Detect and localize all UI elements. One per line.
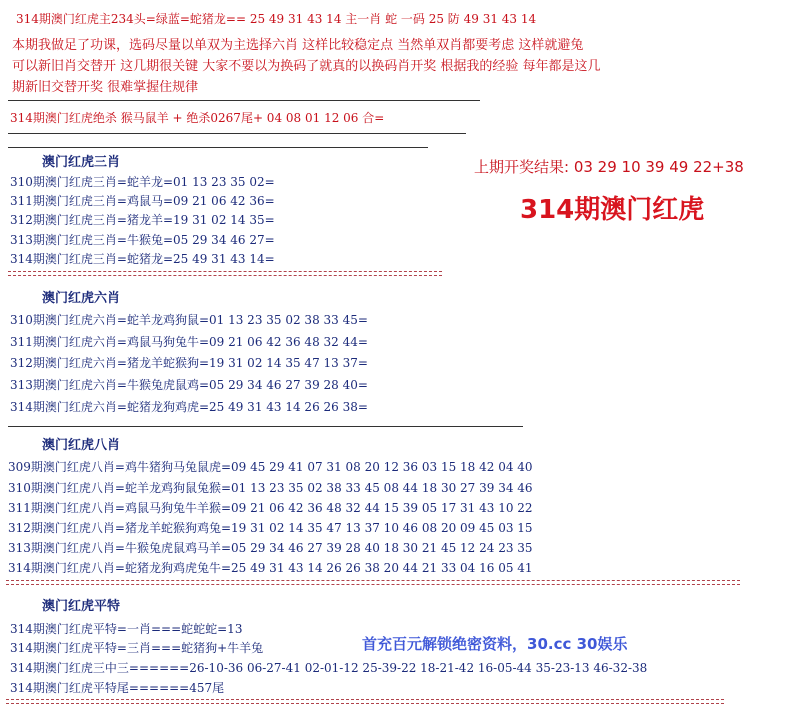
intro-line-1: 本期我做足了功课，选码尽量以单双为主选择六肖 这样比较稳定点 当然单双肖都要考虑 这样就避兔 [12, 38, 584, 53]
list-item: 310期澳门红虎六肖=蛇羊龙鸡狗鼠=01 13 23 35 02 38 33 45= [10, 313, 368, 327]
section-title-three: 澳门红虎三肖 [42, 155, 121, 170]
section-title-eight: 澳门红虎八肖 [42, 438, 121, 453]
list-item: 314期澳门红虎平特=三肖===蛇猪狗+牛羊兔 [10, 641, 264, 655]
list-item: 312期澳门红虎六肖=猪龙羊蛇猴狗=19 31 02 14 35 47 13 37= [10, 356, 368, 370]
intro-line-2: 可以新旧肖交替开 这几期很关键 大家不要以为换码了就真的以换码肖开奖 根据我的经验 每年都是这几 [12, 59, 601, 74]
list-item: 314期澳门红虎八肖=蛇猪龙狗鸡虎兔牛=25 49 31 43 14 26 26 38 20 44 21 33 04 16 05 41 [8, 561, 533, 575]
top-summary-line: 314期澳门红虎主234头=绿蓝=蛇猪龙== 25 49 31 43 14 主一肖 蛇 一码 25 防 49 31 43 14 [16, 12, 537, 26]
list-item: 314期澳门红虎三肖=蛇猪龙=25 49 31 43 14= [10, 252, 275, 266]
list-item: 314期澳门红虎平特=一肖===蛇蛇蛇=13 [10, 622, 243, 636]
double-divider [8, 271, 442, 276]
list-item: 314期澳门红虎平特尾======457尾 [10, 681, 225, 695]
list-item: 312期澳门红虎八肖=猪龙羊蛇猴狗鸡兔=19 31 02 14 35 47 13 37 10 46 08 20 09 45 03 15 [8, 521, 533, 535]
list-item: 313期澳门红虎六肖=牛猴兔虎鼠鸡=05 29 34 46 27 39 28 40= [10, 378, 368, 392]
list-item: 312期澳门红虎三肖=猪龙羊=19 31 02 14 35= [10, 213, 275, 227]
list-item: 314期澳门红虎三中三======26-10-36 06-27-41 02-01-12 25-39-22 18-21-42 16-05-44 35-23-13 46-32-38 [10, 661, 648, 675]
list-item: 314期澳门红虎六肖=蛇猪龙狗鸡虎=25 49 31 43 14 26 26 38= [10, 400, 368, 414]
list-item: 311期澳门红虎三肖=鸡鼠马=09 21 06 42 36= [10, 194, 275, 208]
last-draw-result: 上期开奖结果: 03 29 10 39 49 22+38 [474, 158, 744, 176]
section-title-special: 澳门红虎平特 [42, 599, 121, 614]
list-item: 309期澳门红虎八肖=鸡牛猪狗马兔鼠虎=09 45 29 41 07 31 08 20 12 36 03 15 18 42 04 40 [8, 460, 533, 474]
section-title-six: 澳门红虎六肖 [42, 291, 121, 306]
list-item: 311期澳门红虎八肖=鸡鼠马狗兔牛羊猴=09 21 06 42 36 48 32 44 15 39 05 17 31 43 10 22 [8, 501, 533, 515]
promo-banner-text[interactable]: 首充百元解锁绝密资料，30.cc 30娱乐 [362, 635, 628, 653]
divider [8, 426, 523, 427]
double-divider [6, 699, 724, 704]
issue-big-title: 314期澳门红虎 [520, 195, 705, 225]
list-item: 311期澳门红虎六肖=鸡鼠马狗兔牛=09 21 06 42 36 48 32 44= [10, 335, 368, 349]
list-item: 313期澳门红虎八肖=牛猴兔虎鼠鸡马羊=05 29 34 46 27 39 28 40 18 30 21 45 12 24 23 35 [8, 541, 533, 555]
divider [8, 100, 480, 101]
divider [8, 133, 466, 134]
double-divider [6, 580, 740, 585]
intro-line-3: 期新旧交替开奖 很难掌握住规律 [12, 80, 199, 95]
divider [8, 147, 428, 148]
list-item: 313期澳门红虎三肖=牛猴兔=05 29 34 46 27= [10, 233, 275, 247]
kill-line: 314期澳门红虎绝杀 猴马鼠羊 + 绝杀0267尾+ 04 08 01 12 06 合= [10, 111, 385, 125]
list-item: 310期澳门红虎八肖=蛇羊龙鸡狗鼠兔猴=01 13 23 35 02 38 33 45 08 44 18 30 27 39 34 46 [8, 481, 533, 495]
list-item: 310期澳门红虎三肖=蛇羊龙=01 13 23 35 02= [10, 175, 275, 189]
